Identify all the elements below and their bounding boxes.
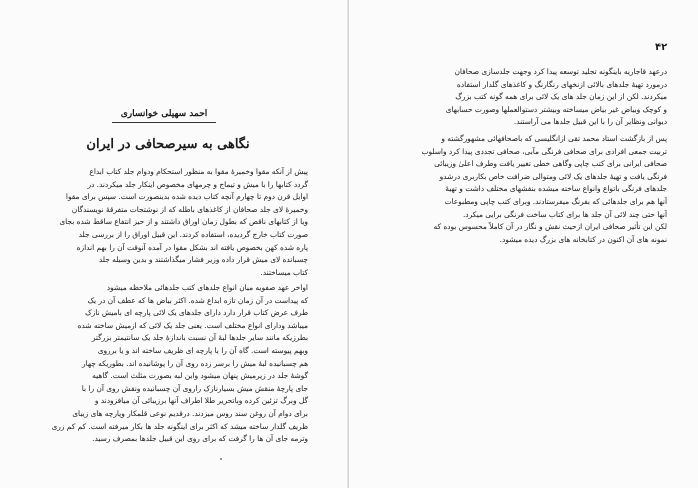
- text-line: آنها هم برای جلدهائی که بفرنگ میفرستادند. وبرای کتب چاپی ومطبوعات: [444, 196, 667, 206]
- text-line: درمورد تهیهٔ جلدهای بالائی ازنخهای رنگارنگ و کاغذهای گلدار استفاده: [456, 79, 667, 89]
- text-line: صحافی ایرانی برای کتب چاپی وگاهی خطی تغییر یافت وطرف اعلیٰ وزیبائی: [434, 159, 667, 169]
- left-paragraph-2: [36, 282, 308, 446]
- text-line: دیوانی ونظایر آن را با این قبیل جلدها می آراستند.: [513, 117, 667, 127]
- text-line: وبهم پیوسته است. گاه آن را با پارچه ای ظریف ساخته اند و یا برروی: [97, 345, 308, 355]
- page-number: ۴۲: [655, 42, 668, 53]
- text-line: تربیت جمعی افرادی برای صحافی فرنگی مآبی، صحافی تجددی پیدا کرد واسلوب: [421, 146, 667, 156]
- text-line: وترمه جای آن ها را گرفت که برای روی این قبیل جلدها بمصرف رسید.: [92, 434, 308, 444]
- title-rule: [112, 122, 216, 123]
- text-line: آنها حتی چند لائی آن جلد ها برای کتاب ساخت فرنگی برایی میکرد.: [462, 209, 667, 219]
- text-line: جای پارچهٔ منقش میش بسیارنازک راروی آن چسبانیده ونقش روی آن را با: [81, 383, 308, 393]
- text-line: ظریف گلدار ساخته میشد که اکثر برای اینگونه جلد ها بکار میرفته است. کم کم زری: [51, 421, 308, 431]
- text-line: صورت کتاب خارج گردیده، استفاده کردند. این قبیل اوراق را از بررسی جلد: [78, 229, 308, 239]
- right-paragraph-2: [417, 133, 667, 246]
- text-line: هم چسبانیده لبهٔ میش را برسر زده روی آن را پوشانیده اند. بطوریکه چهار: [82, 358, 308, 368]
- text-line: جلدهای فرنگی باتواع وانواع ساخته میشده بنقشهای مختلف داشت و تهیهٔ: [445, 184, 667, 194]
- text-line: لکن این تأثیر صحافی ایران ازحیث نقش و نگار در آن کاملاً محسوس بوده که: [433, 222, 667, 232]
- text-line: وخمیرهٔ لای جلد صحافان از کاغذهای باطله که از نوشتجات متفرقهٔ نویسندگان: [71, 204, 308, 214]
- text-line: اواخر عهد صفویه میان انواع جلدهای کتب جلدهائی ملاحظه میشود: [106, 283, 308, 292]
- text-line: ویا از کتابهای ناقص که بطول زمان اوراق داشتند و از حیز انتفاع ساقط شده بجای: [59, 217, 308, 227]
- text-line: نمونه های آن اکنون در کتابخانه های بزرگ دیده میشود.: [499, 234, 667, 244]
- text-line: پس از بازگشت استاد محمد تقی ازانگلیسی که باصحافهائی مشهورگشته و: [441, 134, 667, 143]
- text-line: چسبانده لای میش قرار داده وزیر فشار میگذاشتند و بدین وسیله جلد: [98, 255, 308, 265]
- text-line: اوایل قرن دوم تا چهارم آنچه کتاب دیده شده بدینصورت است. سپس برای مقوا: [65, 192, 308, 202]
- text-line: طرف عرض کتاب قرار دارد دارای جلدهای یک لائی پارچه ای بامیش نازک: [85, 308, 308, 318]
- text-line: درعهد قاجاریه باینگونه تجلید توسعه پیدا کرد وجهت جلدسازی صحافان: [454, 67, 667, 76]
- text-line: گوشهٔ جلد در زیرمیش پنهان میشود واین لبه بصورت مثلث است. گاهیه: [92, 371, 308, 381]
- text-line: کتاب میساختند.: [260, 267, 308, 277]
- text-line: میباشد ودارای انواع مختلف است. یعنی جلد یک لائی که ازمیش ساخته شده: [77, 320, 308, 330]
- left-paragraph-1: [36, 166, 308, 279]
- text-line: گردد کتابها را با میش و تیماج و چرمهای مخصوص اینکار جلد میکردند. در: [87, 179, 308, 189]
- page-speck: [220, 458, 222, 460]
- text-line: فرنگی یافت و تهیهٔ جلدهای یک لائی ومتوالی ضرافت خاص بکاربری درشدو: [439, 171, 667, 181]
- right-page: [349, 0, 698, 488]
- text-line: پاره شده کهن بخصوص یافته اند بشکل مقوا در آمده آنوقت آن را بهم اندازه: [76, 242, 308, 252]
- text-line: پیش از آنکه مقوا وخمیرهٔ مقوا به منظور استحکام ودوام جلد کتاب ابداع: [89, 167, 308, 176]
- text-line: میکردند. لکن از این زمان جلد های یک لائی برای همه گونه کتب بزرگ: [455, 92, 667, 102]
- text-line: برای دوام آن روغن سند روس میزدند. درقدیم نوعی قلمکار وپارچه های زیبای: [72, 408, 308, 418]
- author-name: احمد سهیلی خوانساری: [120, 109, 208, 119]
- right-paragraph-1: [417, 66, 667, 129]
- text-line: که پیداست در آن زمان تازه ابداع شده. اکثر بیاض ها که عطف آن در یک: [87, 295, 308, 305]
- text-line: گل وبرگ تزئین کرده وباتحریر طلا اطراف آنها برزیبائی آن میافزودند و: [94, 396, 308, 406]
- text-line: بطرزیکه مانند سایر جلدها لبهٔ آن نسبت باندازهٔ جلد یک سانتیمتر بزرگتر: [91, 333, 308, 343]
- article-title: نگاهی به سیرصحافی در ایران: [86, 137, 250, 152]
- text-line: و کوچک وبیاض غیر بیاض میساخته وبیشتر دستوالعملها وصورت حسابهای: [445, 104, 667, 114]
